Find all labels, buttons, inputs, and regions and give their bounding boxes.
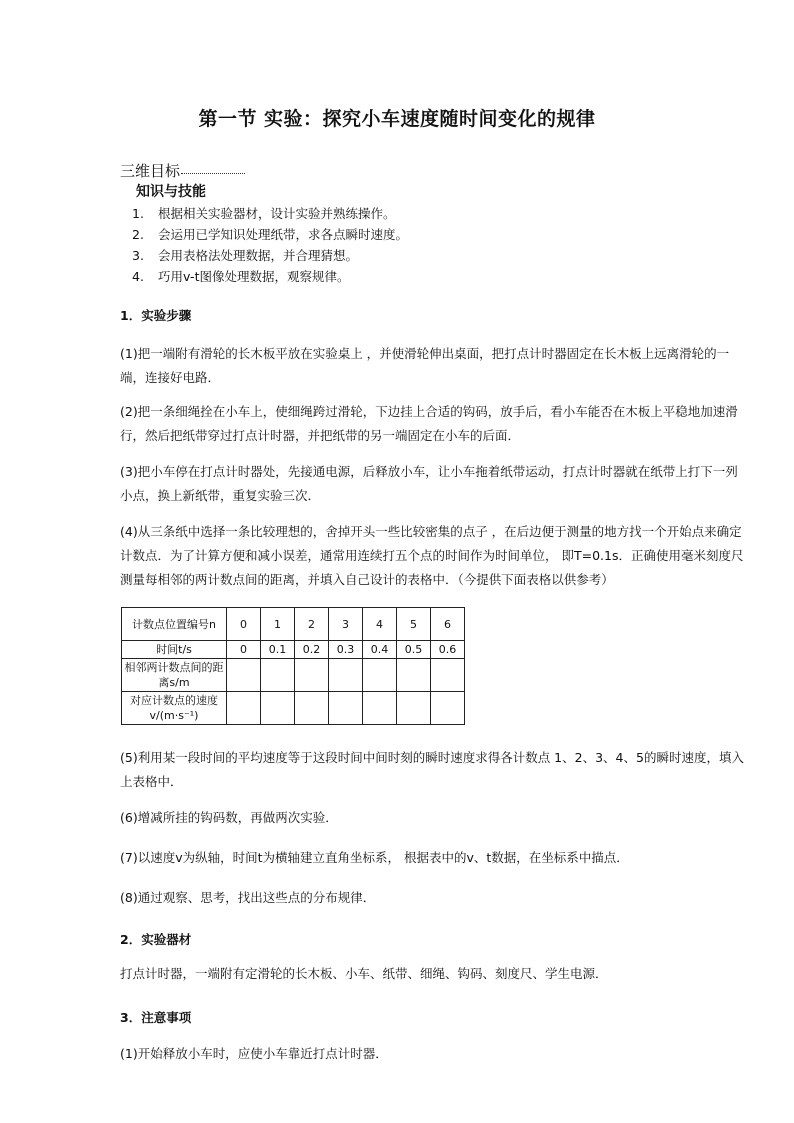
list-text: 会用表格法处理数据，并合理猜想。 — [158, 248, 359, 263]
table-row — [122, 608, 465, 641]
table-cell: 3 — [329, 608, 363, 641]
table-cell: 0.2 — [295, 641, 329, 659]
table-cell: 0 — [227, 641, 261, 659]
goals-heading — [120, 160, 245, 181]
equipment-paragraph: 打点计时器，一端附有定滑轮的长木板、小车、纸带、细绳、钩码、刻度尺、学生电源． — [120, 966, 608, 981]
step-paragraph: (8)通过观察、思考，找出这些点的分布规律． — [120, 890, 376, 905]
list-number: 4. — [132, 269, 144, 284]
table-cell — [363, 692, 397, 725]
list-item — [132, 224, 408, 245]
step-paragraph: (6)增减所挂的钩码数，再做两次实验． — [120, 810, 338, 825]
section-heading-notes: 3．注意事项 — [120, 1010, 192, 1025]
table-cell: 6 — [431, 608, 465, 641]
list-number: 1. — [132, 206, 144, 221]
table-cell: 1 — [261, 608, 295, 641]
table-cell — [295, 692, 329, 725]
table-cell — [261, 659, 295, 692]
table-cell: 0 — [227, 608, 261, 641]
list-text: 根据相关实验器材，设计实验并熟练操作。 — [158, 206, 396, 221]
step-paragraph: (5)利用某一段时间的平均速度等于这段时间中间时刻的瞬时速度求得各计数点 1、2、3、4、5的瞬时速度，填入上表格中． — [120, 750, 744, 789]
row-label: 对应计数点的速度v/(m·s⁻¹) — [122, 692, 227, 725]
goals-list — [132, 203, 408, 287]
table-row — [122, 692, 465, 725]
table-cell: 0.6 — [431, 641, 465, 659]
table-cell — [397, 692, 431, 725]
step-paragraph: (3)把小车停在打点计时器处，先接通电源，后释放小车，让小车拖着纸带运动，打点计时器就在纸带上打下一列小点，换上新纸带，重复实验三次． — [120, 464, 738, 503]
list-number: 3. — [132, 248, 144, 263]
table-cell — [363, 659, 397, 692]
table-cell — [431, 659, 465, 692]
step-paragraph: (7)以速度v为纵轴，时间t为横轴建立直角坐标系， 根据表中的v、t数据，在坐标系中描点． — [120, 850, 629, 865]
step-paragraph: (4)从三条纸中选择一条比较理想的，舍掉开头一些比较密集的点子 ，在后边便于测量的地方找一个开始点来确定计数点．为了计算方便和减小误差，通常用连续打五个点的时间作为时间单位， 即T=0.1s．正确使用毫米刻度尺测量每相邻的两计数点间的距离，并填入自己设计的表格中．（今提供下面表格以供参考） — [120, 524, 744, 587]
list-item — [132, 203, 408, 224]
table-cell — [295, 659, 329, 692]
section-heading-steps: 1．实验步骤 — [120, 308, 192, 323]
list-item — [132, 245, 408, 266]
list-item — [132, 266, 408, 287]
knowledge-heading: 知识与技能 — [136, 184, 206, 200]
table-row — [122, 659, 465, 692]
table-cell: 0.1 — [261, 641, 295, 659]
list-text: 会运用已学知识处理纸带，求各点瞬时速度。 — [158, 227, 409, 242]
table-cell: 0.3 — [329, 641, 363, 659]
table-cell — [227, 659, 261, 692]
dotted-leader — [181, 173, 245, 174]
table-row — [122, 641, 465, 659]
step-paragraph: (2)把一条细绳拴在小车上，使细绳跨过滑轮，下边挂上合适的钩码，放手后，看小车能否在木板上平稳地加速滑行，然后把纸带穿过打点计时器，并把纸带的另一端固定在小车的后面． — [120, 404, 738, 443]
notes-paragraph: (1)开始释放小车时，应使小车靠近打点计时器． — [120, 1046, 388, 1061]
list-number: 2. — [132, 227, 144, 242]
row-label: 时间t/s — [122, 641, 227, 659]
table-cell: 0.5 — [397, 641, 431, 659]
section-heading-equipment: 2．实验器材 — [120, 932, 192, 947]
goals-heading-text: 三维目标 — [120, 162, 181, 180]
page-title: 第一节 实验：探究小车速度随时间变化的规律 — [198, 108, 596, 130]
table-cell — [329, 659, 363, 692]
table-cell: 5 — [397, 608, 431, 641]
row-label: 相邻两计数点间的距离s/m — [122, 659, 227, 692]
row-label: 计数点位置编号n — [122, 608, 227, 641]
table-cell — [329, 692, 363, 725]
data-table — [121, 607, 465, 725]
list-text: 巧用v-t图像处理数据，观察规律。 — [158, 269, 350, 284]
table-cell: 2 — [295, 608, 329, 641]
table-cell — [261, 692, 295, 725]
table-cell: 4 — [363, 608, 397, 641]
step-paragraph: (1)把一端附有滑轮的长木板平放在实验桌上 ，并使滑轮伸出桌面，把打点计时器固定在长木板上远离滑轮的一端，连接好电路． — [120, 346, 730, 385]
table-cell — [227, 692, 261, 725]
table-cell — [431, 692, 465, 725]
table-cell — [397, 659, 431, 692]
table-cell: 0.4 — [363, 641, 397, 659]
